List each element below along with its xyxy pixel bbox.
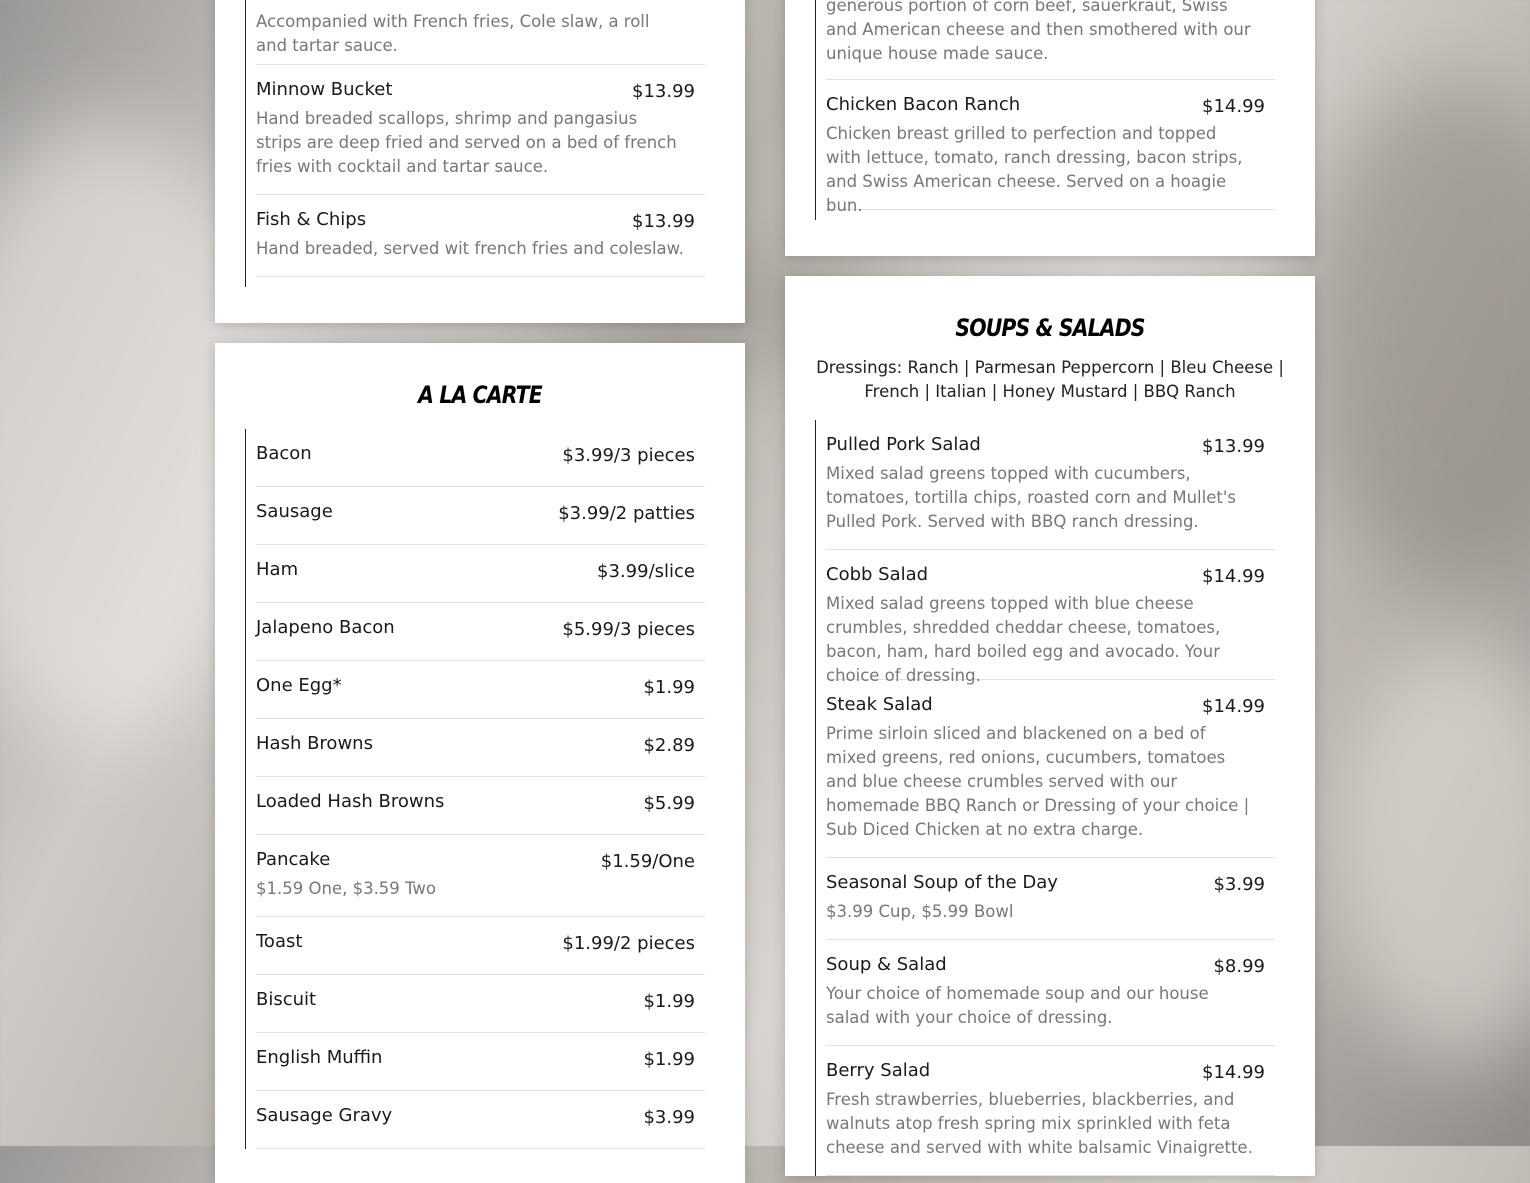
item-price: $13.99	[632, 81, 695, 102]
item-description: Hand breaded, served wit french fries and coleslaw.	[256, 239, 684, 258]
item-description: Chicken breast grilled to perfection and topped with lettuce, tomato, ranch dressing, bacon strips, and Swiss American cheese. Served on a hoagie bun.	[826, 124, 1243, 215]
item-name: Jalapeno Bacon	[256, 617, 395, 638]
item-name: Berry Salad	[826, 1060, 931, 1081]
item-name: Chicken Bacon Ranch	[826, 94, 1021, 115]
menu-item	[256, 603, 705, 661]
item-price: $14.99	[1202, 1062, 1265, 1083]
item-description: $1.59 One, $3.59 Two	[256, 879, 436, 898]
background-blur	[1300, 80, 1530, 580]
menu-item	[256, 0, 705, 65]
menu-item	[826, 940, 1275, 1046]
item-name: Toast	[256, 931, 303, 952]
menu-item	[256, 835, 705, 917]
item-name: Soup & Salad	[826, 954, 947, 975]
item-price: $1.99	[643, 677, 695, 698]
item-price: $2.89	[643, 735, 695, 756]
menu-card-seafood	[215, 0, 745, 323]
item-name: English Muffin	[256, 1047, 383, 1068]
item-description: Fresh strawberries, blueberries, blackberries, and walnuts atop fresh spring mix sprinkled with feta cheese and served with white balsamic Vinaigrette.	[826, 1090, 1253, 1157]
menu-item-list	[815, 0, 1275, 220]
item-price: $3.99	[1213, 874, 1265, 895]
item-price: $3.99/slice	[597, 561, 695, 582]
item-price: $8.99	[1213, 956, 1265, 977]
menu-item	[826, 80, 1275, 215]
section-title: A LA CARTE	[418, 381, 542, 409]
menu-item	[256, 975, 705, 1033]
item-price: $14.99	[1202, 96, 1265, 117]
item-description: Your choice of homemade soup and our house salad with your choice of dressing.	[826, 984, 1209, 1027]
item-name: Pulled Pork Salad	[826, 434, 981, 455]
menu-item	[256, 777, 705, 835]
menu-item	[256, 917, 705, 975]
menu-item	[256, 429, 705, 487]
menu-card-soups-salads	[785, 276, 1315, 1176]
item-description: Prime sirloin sliced and blackened on a bed of mixed greens, red onions, cucumbers, tomatoes and blue cheese crumbles served with our homemade BBQ Ranch or Dressing of your choice | Sub Diced Chicken at no extra charge.	[826, 724, 1250, 839]
menu-item	[256, 487, 705, 545]
item-price: $13.99	[1202, 436, 1265, 457]
item-name: Sausage	[256, 501, 333, 522]
dressings-note: Dressings: Ranch | Parmesan Peppercorn | Bleu Cheese | French | Italian | Honey Mustard | BBQ Ranch	[816, 358, 1284, 401]
item-name: Steak Salad	[826, 694, 933, 715]
item-description: Accompanied with French fries, Cole slaw, a roll and tartar sauce.	[256, 12, 650, 55]
menu-item	[256, 65, 705, 195]
menu-item	[826, 550, 1275, 685]
item-name: Pancake	[256, 849, 331, 870]
menu-item-list	[815, 420, 1275, 1176]
item-price: $5.99/3 pieces	[562, 619, 695, 640]
item-name: Sausage Gravy	[256, 1105, 393, 1126]
menu-item	[826, 858, 1275, 940]
item-price: $1.99	[643, 1049, 695, 1070]
item-name: One Egg*	[256, 675, 342, 696]
menu-item	[826, 420, 1275, 550]
menu-item-list	[245, 0, 705, 287]
item-price: $5.99	[643, 793, 695, 814]
item-price: $14.99	[1202, 696, 1265, 717]
menu-item	[826, 1046, 1275, 1176]
menu-item	[256, 661, 705, 719]
item-price: $3.99/2 patties	[558, 503, 695, 524]
item-price: $13.99	[632, 211, 695, 232]
item-name: Seasonal Soup of the Day	[826, 872, 1058, 893]
menu-item	[256, 719, 705, 777]
item-name: Loaded Hash Browns	[256, 791, 445, 812]
item-price: $1.99	[643, 991, 695, 1012]
item-name: Biscuit	[256, 989, 317, 1010]
section-title: SOUPS & SALADS	[955, 314, 1145, 342]
item-price: $1.99/2 pieces	[562, 933, 695, 954]
menu-item	[826, 0, 1275, 80]
menu-item	[256, 195, 705, 277]
menu-item	[256, 1091, 705, 1149]
item-description: Hand breaded scallops, shrimp and pangasius strips are deep fried and served on a bed of french fries with cocktail and tartar sauce.	[256, 109, 677, 176]
menu-item	[826, 680, 1275, 858]
item-description: Mixed salad greens topped with cucumbers, tomatoes, tortilla chips, roasted corn and Mullet's Pulled Pork. Served with BBQ ranch dressing.	[826, 464, 1236, 531]
item-name: Bacon	[256, 443, 312, 464]
item-name: Hash Browns	[256, 733, 373, 754]
menu-item	[256, 1033, 705, 1091]
menu-card-sandwiches	[785, 0, 1315, 256]
background-blur	[1330, 640, 1530, 1060]
menu-item	[256, 545, 705, 603]
item-price: $1.59/One	[600, 851, 695, 872]
item-price: $3.99/3 pieces	[562, 445, 695, 466]
item-description: generous portion of corn beef, sauerkraut, Swiss and American cheese and then smothered with our unique house made sauce.	[826, 0, 1251, 63]
item-name: Minnow Bucket	[256, 79, 393, 100]
menu-item-list	[245, 429, 705, 1149]
item-name: Cobb Salad	[826, 564, 929, 585]
item-name: Fish & Chips	[256, 209, 367, 230]
item-price: $14.99	[1202, 566, 1265, 587]
item-description: $3.99 Cup, $5.99 Bowl	[826, 902, 1014, 921]
item-price: $3.99	[643, 1107, 695, 1128]
item-name: Ham	[256, 559, 299, 580]
menu-card-a-la-carte	[215, 343, 745, 1183]
item-description: Mixed salad greens topped with blue cheese crumbles, shredded cheddar cheese, tomatoes, bacon, ham, hard boiled egg and avocado. Your choice of dressing.	[826, 594, 1221, 685]
